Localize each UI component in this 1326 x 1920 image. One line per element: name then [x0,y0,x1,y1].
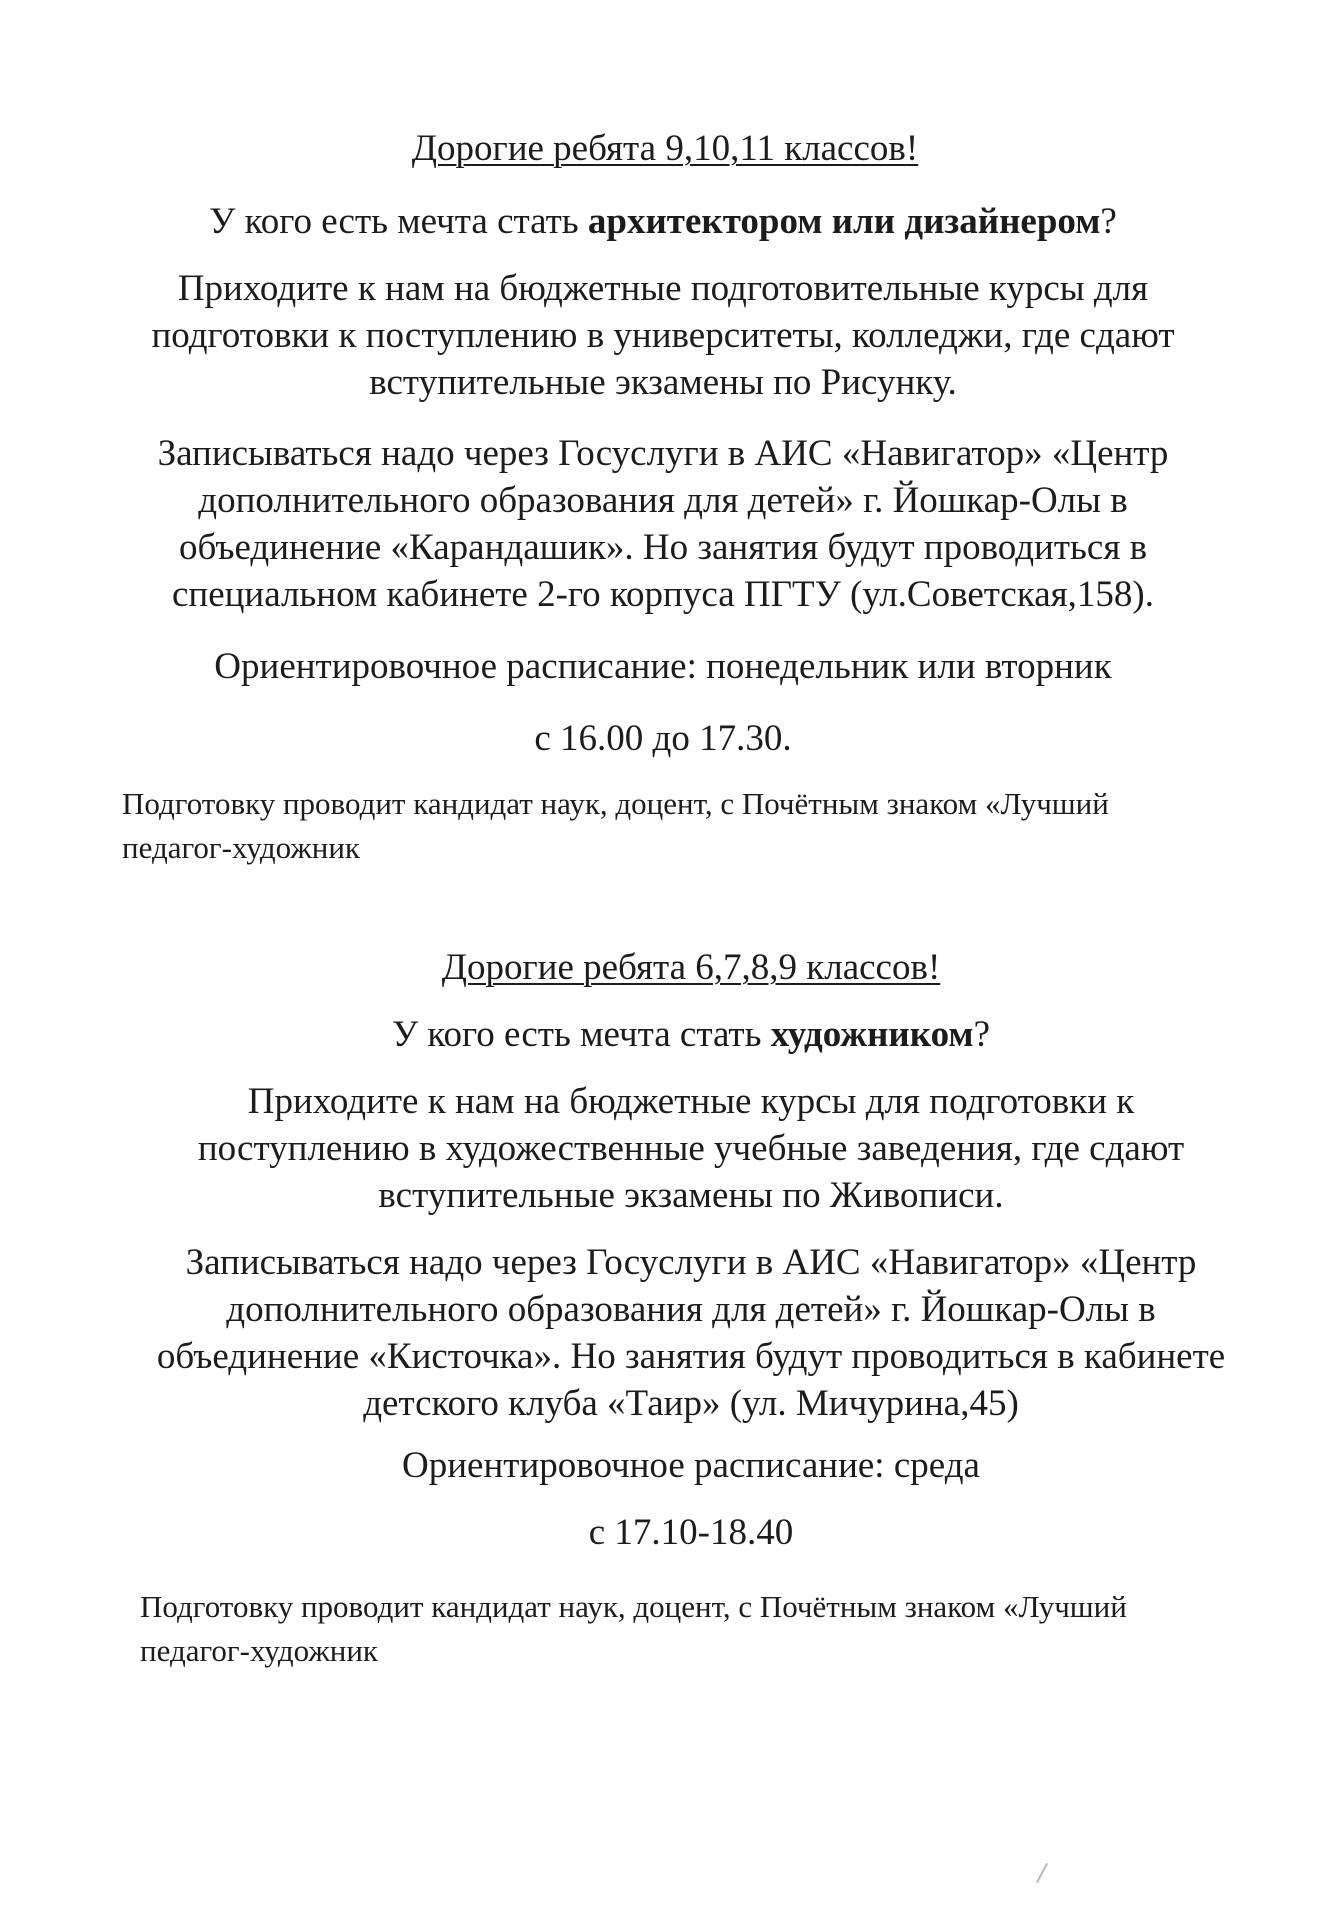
section1-heading: Дорогие ребята 9,10,11 классов! [411,128,919,169]
section2-signup-line-2: дополнительного образования для детей» г. Йошкар-Олы в [226,1289,1156,1330]
section2-signup-line-3: объединение «Кисточка». Но занятия будут проводиться в кабинете [156,1336,1226,1377]
section1-time: с 16.00 до 17.30. [534,718,792,759]
section2-teacher-line-2: педагог-художник [140,1633,378,1668]
section2-heading: Дорогие ребята 6,7,8,9 классов! [441,947,941,988]
section2-question-bold: художником [770,1014,974,1055]
section1-intro-line-1: Приходите к нам на бюджетные подготовительные курсы для [177,268,1149,309]
section1-intro-line-2: подготовки к поступлению в университеты, колледжи, где сдают [151,315,1175,356]
section2-time: с 17.10-18.40 [588,1512,794,1553]
section2-signup-line-4: детского клуба «Таир» (ул. Мичурина,45) [363,1383,1019,1424]
section2-intro-line-2: поступлению в художественные учебные заведения, где сдают [197,1128,1185,1169]
section1-signup-line-4: специальном кабинете 2-го корпуса ПГТУ (ул.Советская,158). [171,574,1155,615]
section1-teacher-line-2: педагог-художник [122,830,360,865]
section2-intro-line-1: Приходите к нам на бюджетные курсы для подготовки к [247,1081,1135,1122]
section1-signup-line-1: Записываться надо через Госуслуги в АИС «Навигатор» «Центр [157,433,1169,474]
section2-teacher-line-1: Подготовку проводит кандидат наук, доцент, с Почётным знаком «Лучший [140,1589,1127,1624]
section2-intro-line-3: вступительные экзамены по Живописи. [378,1175,1004,1216]
pen-mark [1036,1863,1048,1883]
section2-question [28,1012,1326,1058]
section1-question-bold: архитектором или дизайнером [587,201,1101,242]
section2-question-prefix: У кого есть мечта стать [391,1014,771,1055]
section2-signup-line-1: Записываться надо через Госуслуги в АИС «Навигатор» «Центр [185,1242,1197,1283]
section1-schedule: Ориентировочное расписание: понедельник или вторник [214,646,1112,687]
section1-question-suffix: ? [1100,201,1117,242]
section1-question [0,199,1326,245]
section1-question-prefix: У кого есть мечта стать [209,201,588,242]
section1-teacher-line-1: Подготовку проводит кандидат наук, доцент, с Почётным знаком «Лучший [122,786,1109,821]
section1-signup-line-2: дополнительного образования для детей» г. Йошкар-Олы в [198,480,1128,521]
section2-schedule: Ориентировочное расписание: среда [402,1445,980,1486]
section1-intro-line-3: вступительные экзамены по Рисунку. [369,362,957,403]
section1-signup-line-3: объединение «Карандашик». Но занятия будут проводиться в [178,527,1148,568]
section2-question-suffix: ? [973,1014,991,1055]
